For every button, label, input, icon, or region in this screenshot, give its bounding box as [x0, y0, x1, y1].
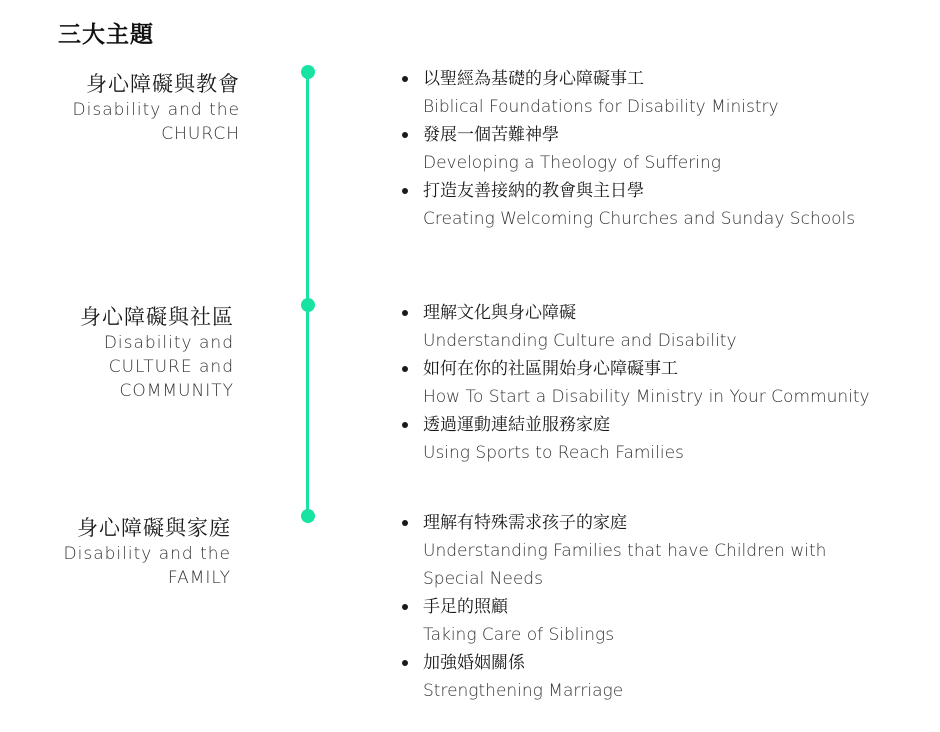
timeline-dot-community [301, 298, 315, 312]
theme-title-zh: 身心障礙與社區 [80, 305, 234, 329]
topic-zh: 理解有特殊需求孩子的家庭 [423, 513, 627, 533]
topic-item [402, 593, 832, 649]
topic-zh: 打造友善接納的教會與主日學 [423, 181, 644, 201]
page-title: 三大主題 [58, 22, 154, 48]
topic-item [402, 65, 922, 121]
topic-zh: 以聖經為基礎的身心障礙事工 [423, 69, 644, 89]
topic-en: Understanding Families that have Children with Special Needs [423, 541, 827, 589]
topic-list-community [402, 299, 922, 467]
bullet-icon [402, 188, 408, 194]
topic-zh: 如何在你的社區開始身心障礙事工 [423, 359, 678, 379]
topic-list-family [402, 509, 832, 705]
topic-list-church [402, 65, 922, 233]
theme-title-en: Disability and the [63, 544, 231, 564]
topic-zh: 發展一個苦難神學 [423, 125, 559, 145]
timeline-dot-family [301, 509, 315, 523]
topic-item [402, 355, 922, 411]
theme-title-zh: 身心障礙與家庭 [77, 516, 231, 540]
topic-zh: 手足的照顧 [423, 597, 508, 617]
topic-zh: 加強婚姻關係 [423, 653, 525, 673]
theme-title-en: COMMUNITY [119, 381, 234, 401]
theme-title-en: CHURCH [161, 124, 240, 144]
theme-title-en: CULTURE and [108, 357, 234, 377]
timeline-dot-church [301, 65, 315, 79]
topic-zh: 理解文化與身心障礙 [423, 303, 576, 323]
theme-family-heading [0, 514, 231, 590]
theme-title-en: FAMILY [167, 568, 231, 588]
theme-title-en: Disability and [103, 333, 234, 353]
topic-en: Strengthening Marriage [423, 681, 624, 701]
theme-community-heading [0, 303, 234, 403]
theme-title-zh: 身心障礙與教會 [86, 72, 240, 96]
theme-title-en: Disability and the [72, 100, 240, 120]
topic-item [402, 299, 922, 355]
topic-en: Using Sports to Reach Families [423, 443, 684, 463]
topic-zh: 透過運動連結並服務家庭 [423, 415, 610, 435]
topic-en: Understanding Culture and Disability [423, 331, 737, 351]
bullet-icon [402, 660, 408, 666]
theme-church-heading [0, 70, 240, 146]
bullet-icon [402, 366, 408, 372]
bullet-icon [402, 132, 408, 138]
topic-item [402, 649, 832, 705]
topic-en: Taking Care of Siblings [423, 625, 615, 645]
topic-en: Creating Welcoming Churches and Sunday Schools [423, 209, 856, 229]
timeline-line [306, 72, 309, 516]
bullet-icon [402, 310, 408, 316]
bullet-icon [402, 76, 408, 82]
topic-item [402, 177, 922, 233]
bullet-icon [402, 520, 408, 526]
topic-item [402, 509, 832, 593]
bullet-icon [402, 422, 408, 428]
topic-en: Developing a Theology of Suffering [423, 153, 721, 173]
bullet-icon [402, 604, 408, 610]
topic-item [402, 121, 922, 177]
topic-item [402, 411, 922, 467]
topic-en: How To Start a Disability Ministry in Your Community [423, 387, 870, 407]
topic-en: Biblical Foundations for Disability Ministry [423, 97, 779, 117]
